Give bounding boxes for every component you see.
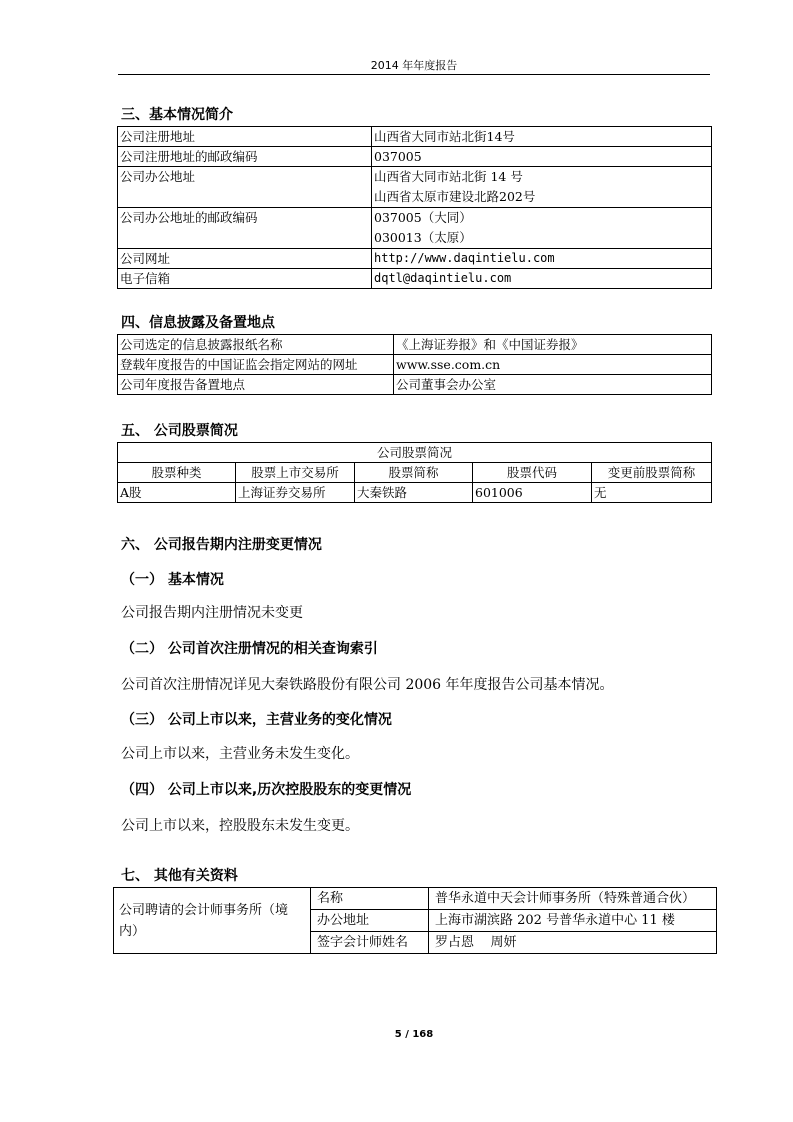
table-row	[118, 147, 712, 167]
section6-heading: 六、 公司报告期内注册变更情况	[121, 537, 322, 553]
column-header: 股票代码	[473, 463, 592, 483]
table-row	[114, 888, 717, 910]
paragraph: 公司上市以来，主营业务未发生变化。	[121, 746, 359, 762]
row-label: 公司年度报告备置地点	[118, 375, 394, 395]
row-value: 罗占恩 周妍	[429, 932, 717, 954]
row-value-line: 山西省大同市站北街 14 号	[374, 169, 523, 184]
paragraph: 公司上市以来，控股股东未发生变更。	[121, 818, 359, 834]
row-value	[372, 208, 712, 249]
row-label: 公司注册地址的邮政编码	[118, 147, 372, 167]
header-divider	[118, 74, 710, 75]
table-cell: 601006	[473, 483, 592, 503]
table-cell: 上海证券交易所	[236, 483, 355, 503]
row-label: 登载年度报告的中国证监会指定网站的网址	[118, 355, 394, 375]
row-value: 《上海证券报》和《中国证券报》	[394, 335, 712, 355]
disclosure-table	[117, 334, 712, 395]
row-label: 办公地址	[311, 910, 429, 932]
subsection-heading: （三） 公司上市以来，主营业务的变化情况	[121, 712, 392, 728]
row-label: 公司注册地址	[118, 127, 372, 147]
row-label: 公司办公地址的邮政编码	[118, 208, 372, 249]
row-value-line: 山西省太原市建设北路202号	[374, 189, 536, 204]
section5-heading: 五、 公司股票简况	[121, 423, 238, 439]
column-header: 变更前股票简称	[592, 463, 712, 483]
row-value: www.sse.com.cn	[394, 355, 712, 375]
row-label: 公司网址	[118, 249, 372, 269]
row-value: 山西省大同市站北街14号	[372, 127, 712, 147]
auditor-table	[113, 887, 717, 954]
row-value: http://www.daqintielu.com	[372, 249, 712, 269]
row-value: 普华永道中天会计师事务所（特殊普通合伙）	[429, 888, 717, 910]
running-header: 2014 年年度报告	[370, 59, 458, 72]
table-row	[118, 167, 712, 208]
section7-heading: 七、 其他有关资料	[121, 868, 238, 884]
row-value: 上海市湖滨路 202 号普华永道中心 11 楼	[429, 910, 717, 932]
row-value-line: 030013（太原）	[374, 230, 472, 245]
subsection-heading: （二） 公司首次注册情况的相关查询索引	[121, 641, 378, 657]
table-row	[118, 355, 712, 375]
row-label: 签字会计师姓名	[311, 932, 429, 954]
table-title-row	[118, 443, 712, 463]
paragraph: 公司首次注册情况详见大秦铁路股份有限公司 2006 年年度报告公司基本情况。	[121, 677, 614, 693]
column-header: 股票简称	[355, 463, 473, 483]
row-label: 公司办公地址	[118, 167, 372, 208]
row-label: 名称	[311, 888, 429, 910]
table-title: 公司股票简况	[118, 443, 712, 463]
basic-info-table	[117, 126, 712, 289]
table-row	[118, 127, 712, 147]
row-label: 电子信箱	[118, 269, 372, 289]
column-header: 股票上市交易所	[236, 463, 355, 483]
table-cell: 大秦铁路	[355, 483, 473, 503]
group-label-line: 公司聘请的会计师事务所（境	[119, 902, 289, 918]
section4-heading: 四、信息披露及备置地点	[121, 315, 275, 331]
table-row	[118, 483, 712, 503]
table-row	[118, 208, 712, 249]
row-value: 公司董事会办公室	[394, 375, 712, 395]
table-header-row	[118, 463, 712, 483]
group-label-line: 内）	[119, 923, 146, 939]
row-value: 037005	[372, 147, 712, 167]
subsection-heading: （一） 基本情况	[121, 572, 224, 588]
row-value	[372, 167, 712, 208]
table-row	[118, 335, 712, 355]
column-header: 股票种类	[118, 463, 236, 483]
page-number: 5 / 168	[394, 1029, 434, 1040]
row-value: dqtl@daqintielu.com	[372, 269, 712, 289]
section3-heading: 三、基本情况简介	[121, 107, 233, 123]
paragraph: 公司报告期内注册情况未变更	[121, 605, 303, 621]
group-label	[114, 888, 311, 954]
subsection-heading: （四） 公司上市以来,历次控股股东的变更情况	[121, 782, 412, 798]
table-row	[118, 375, 712, 395]
table-row	[118, 269, 712, 289]
row-label: 公司选定的信息披露报纸名称	[118, 335, 394, 355]
stock-table	[117, 442, 712, 503]
table-cell: A股	[118, 483, 236, 503]
table-cell: 无	[592, 483, 712, 503]
row-value-line: 037005（大同）	[374, 210, 472, 225]
table-row	[118, 249, 712, 269]
